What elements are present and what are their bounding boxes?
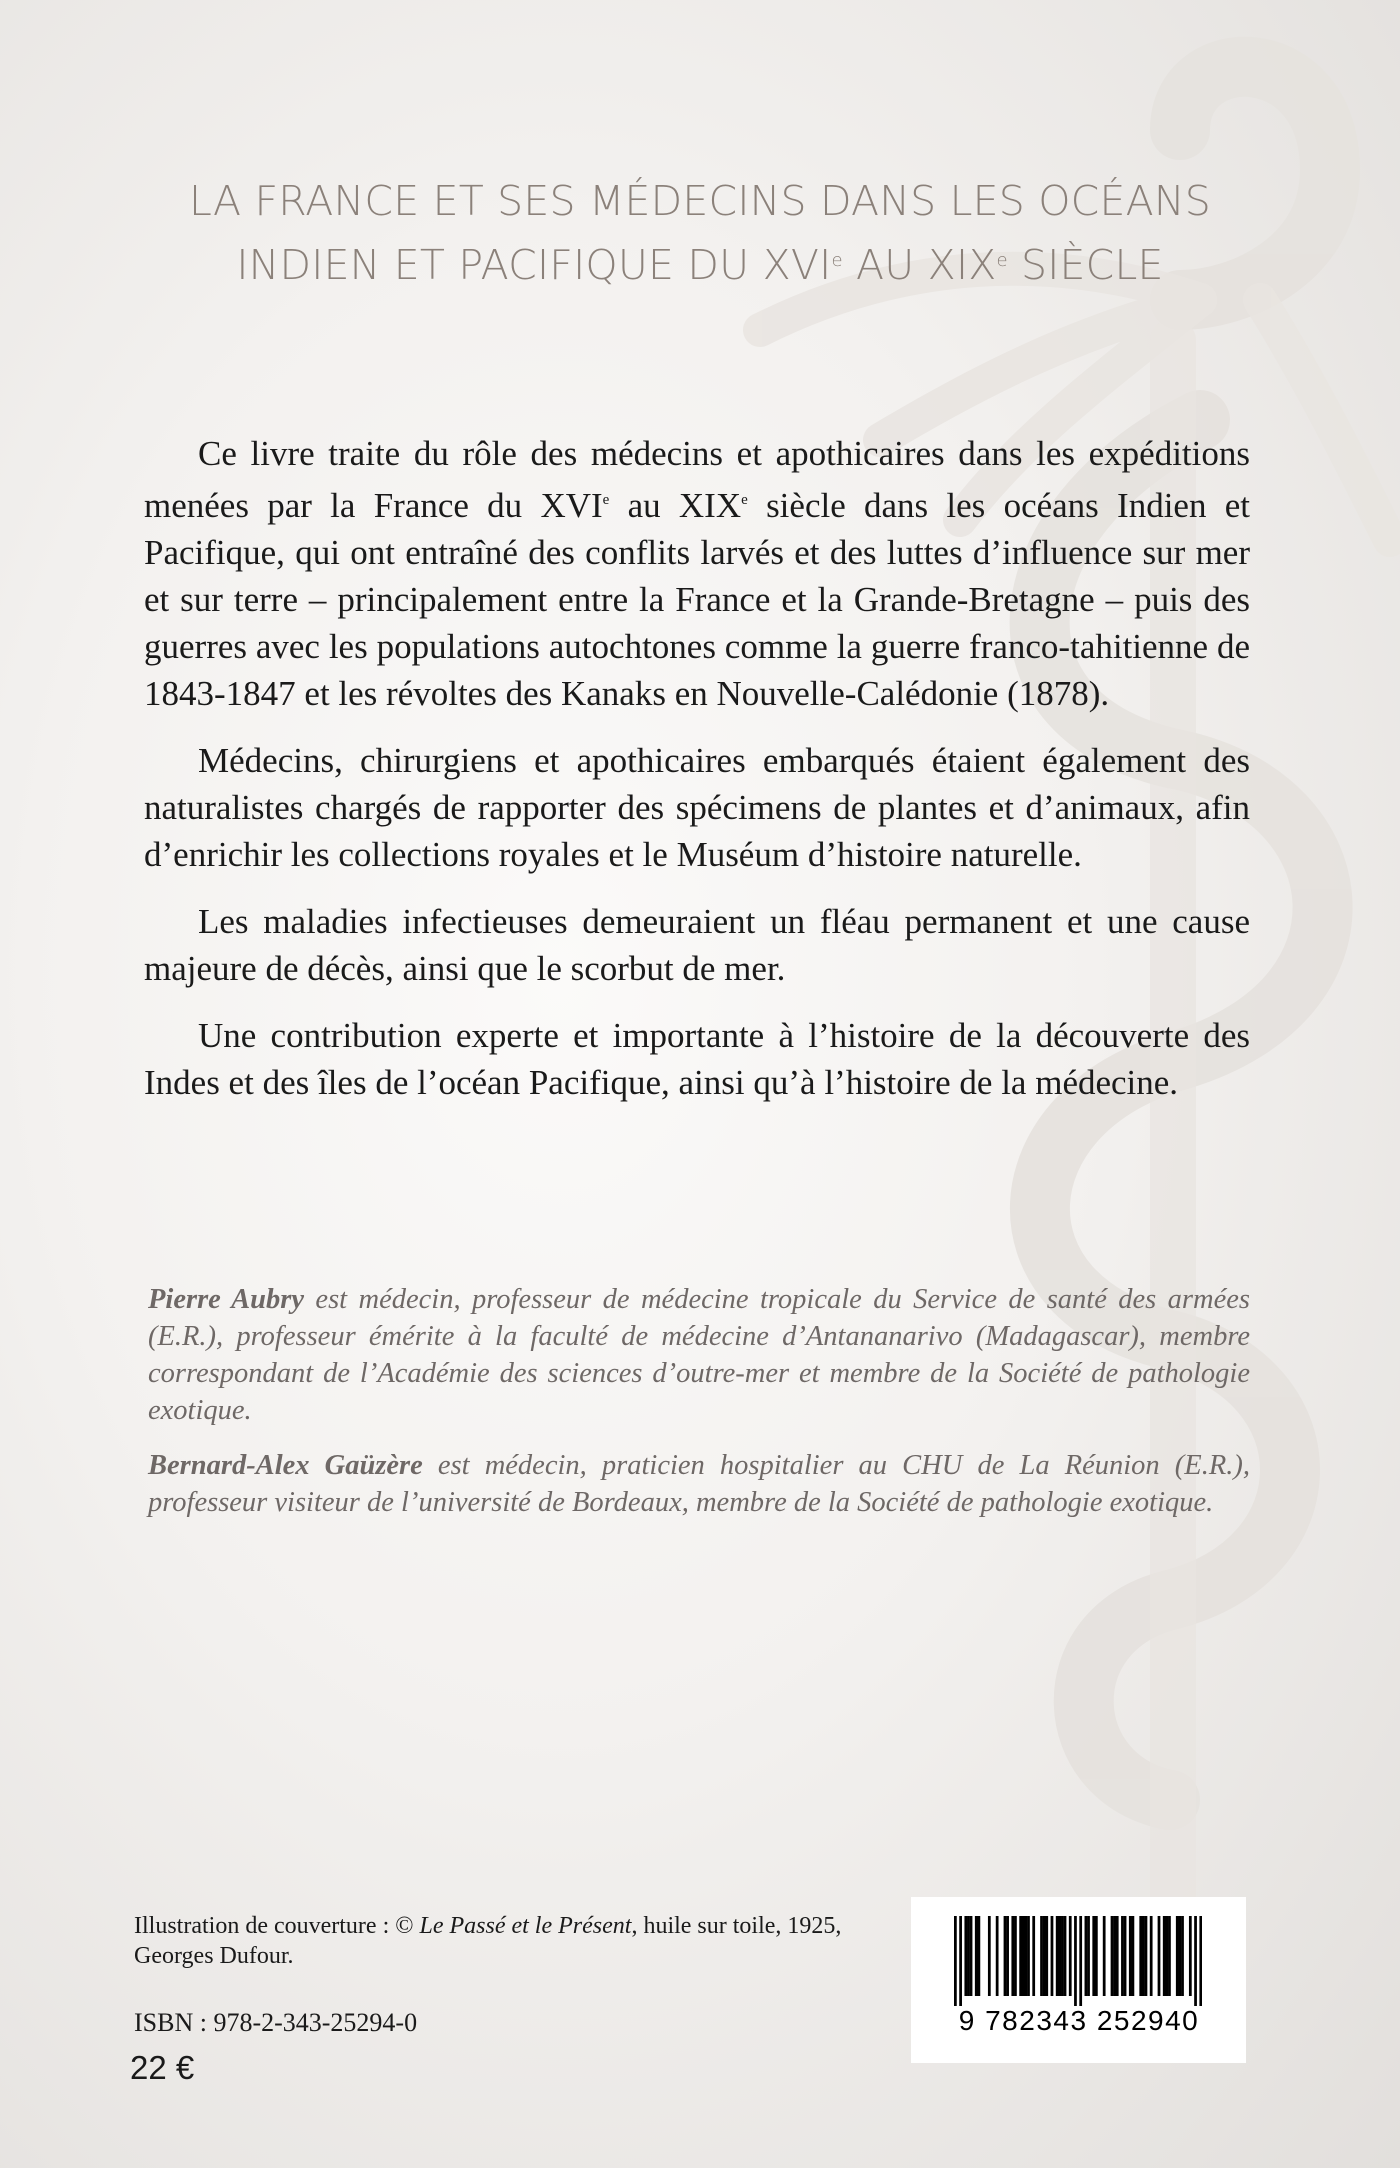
barcode-bar — [964, 1916, 967, 1996]
barcode-bar — [1006, 1916, 1009, 1996]
barcode-bar — [1142, 1916, 1145, 1996]
barcode-bar — [1058, 1916, 1061, 1996]
barcode-bar — [1150, 1916, 1153, 1996]
title-line-1: LA FRANCE ET SES MÉDECINS DANS LES OCÉANS — [189, 177, 1211, 225]
summary-paragraph-2: Médecins, chirurgiens et apothicaires embarqués étaient également des naturalistes chargés de rapporter des spécimens de plantes et d’animaux, afin d’enrichir les collections royales et le Muséum d’histoire naturelle. — [144, 741, 1250, 874]
barcode-bar — [1095, 1916, 1098, 1996]
barcode-bar — [1116, 1916, 1119, 1996]
barcode-bar — [1079, 1916, 1082, 2006]
barcode — [911, 1897, 1246, 2063]
barcode-bar — [1004, 1916, 1007, 1996]
price: 22 € — [130, 2049, 195, 2086]
title-line-2: INDIEN ET PACIFIQUE DU XVIe AU XIXe SIÈCLE — [236, 241, 1164, 289]
barcode-bar — [1111, 1916, 1114, 1996]
barcode-bar — [996, 1916, 999, 1996]
barcode-bar — [1011, 1916, 1014, 1996]
author-bio-2: Bernard-Alex Gaüzère est médecin, praticien hospitalier au CHU de La Réunion (E.R.), professeur visiteur de l’université de Bordeaux, membre de la Société de pathologie exotique. — [148, 1450, 1250, 1518]
barcode-bar — [1163, 1916, 1166, 1996]
summary-paragraph-4: Une contribution experte et importante à l’histoire de la découverte des Indes et des îles de l’océan Pacifique, ainsi qu’à l’histoire de la médecine. — [144, 1016, 1250, 1102]
barcode-bar — [1168, 1916, 1171, 1996]
barcode-bar — [970, 1916, 973, 1996]
barcode-bar — [1129, 1916, 1132, 1996]
barcode-number: 9 782343 252940 — [958, 2005, 1200, 2036]
barcode-bar — [1085, 1916, 1088, 1996]
summary-paragraph-1: Ce livre traite du rôle des médecins et apothicaires dans les expéditions menées par la France du XVIe au XIXe siècle dans les océans Indien et Pacifique, qui ont entraîné des conflits larvés et des luttes d’influence sur mer et sur terre – principalement entre la France et la Grande-Bretagne – puis des guerres avec les populations autochtones comme la guerre franco-tahitienne de 1843-1847 et les révoltes des Kanaks en Nouvelle-Calédonie (1878). — [144, 434, 1250, 713]
barcode-bar — [959, 1916, 962, 2006]
cover-illustration-credit: Illustration de couverture : © Le Passé et le Présent, huile sur toile, 1925, Georges Dufour. — [134, 1913, 842, 1969]
barcode-bar — [1139, 1916, 1142, 1996]
barcode-bar — [1145, 1916, 1148, 1996]
barcode-bar — [988, 1916, 991, 1996]
barcode-bar — [1132, 1916, 1135, 1996]
barcode-bar — [975, 1916, 978, 1996]
barcode-bar — [1032, 1916, 1035, 1996]
author-bio-1: Pierre Aubry est médecin, professeur de médecine tropicale du Service de santé des armées (E.R.), professeur émérite à la faculté de médecine d’Antananarivo (Madagascar), membre correspondant de l’Académie des sciences d’outre-mer et membre de la Société de pathologie exotique. — [148, 1284, 1250, 1426]
barcode-bar — [1165, 1916, 1168, 1996]
barcode-bar — [1113, 1916, 1116, 1996]
barcode-bar — [1189, 1916, 1192, 1996]
author-bios — [148, 1281, 1250, 1539]
barcode-bar — [1181, 1916, 1184, 1996]
barcode-bar — [1069, 1916, 1072, 1996]
barcode-bar — [1194, 1916, 1197, 2006]
barcode-bar — [1064, 1916, 1067, 1996]
barcode-bar — [1092, 1916, 1095, 1996]
barcode-bar — [1176, 1916, 1179, 1996]
barcode-bar — [1056, 1916, 1059, 1996]
barcode-bar — [1014, 1916, 1017, 1996]
barcode-bar — [1045, 1916, 1048, 1996]
author-name-1: Pierre Aubry — [148, 1284, 305, 1315]
isbn: ISBN : 978-2-343-25294-0 — [134, 2008, 418, 2037]
summary-paragraph-3: Les maladies infectieuses demeuraient un fléau permanent et une cause majeure de décès, ainsi que le scorbut de mer. — [144, 902, 1250, 988]
barcode-bar — [1124, 1916, 1127, 1996]
barcode-bar — [977, 1916, 980, 1996]
summary-text — [144, 430, 1250, 1126]
barcode-bar — [1158, 1916, 1161, 1996]
barcode-bar — [1103, 1916, 1106, 1996]
barcode-bar — [1061, 1916, 1064, 1996]
barcode-bars — [954, 1916, 1202, 2006]
barcode-bar — [1074, 1916, 1077, 2006]
barcode-bar — [1199, 1916, 1202, 2006]
book-title — [100, 172, 1300, 295]
barcode-bar — [1051, 1916, 1054, 1996]
barcode-bar — [1043, 1916, 1046, 1996]
barcode-bar — [1022, 1916, 1025, 1996]
barcode-bar — [1019, 1916, 1022, 1996]
barcode-bar — [1027, 1916, 1030, 1996]
barcode-bar — [1087, 1916, 1090, 1996]
barcode-bar — [1121, 1916, 1124, 1996]
barcode-bar — [1024, 1916, 1027, 1996]
author-name-2: Bernard-Alex Gaüzère — [148, 1450, 423, 1481]
barcode-bar — [954, 1916, 957, 2006]
barcode-bar — [1040, 1916, 1043, 1996]
barcode-bar — [967, 1916, 970, 1996]
barcode-bar — [1179, 1916, 1182, 1996]
